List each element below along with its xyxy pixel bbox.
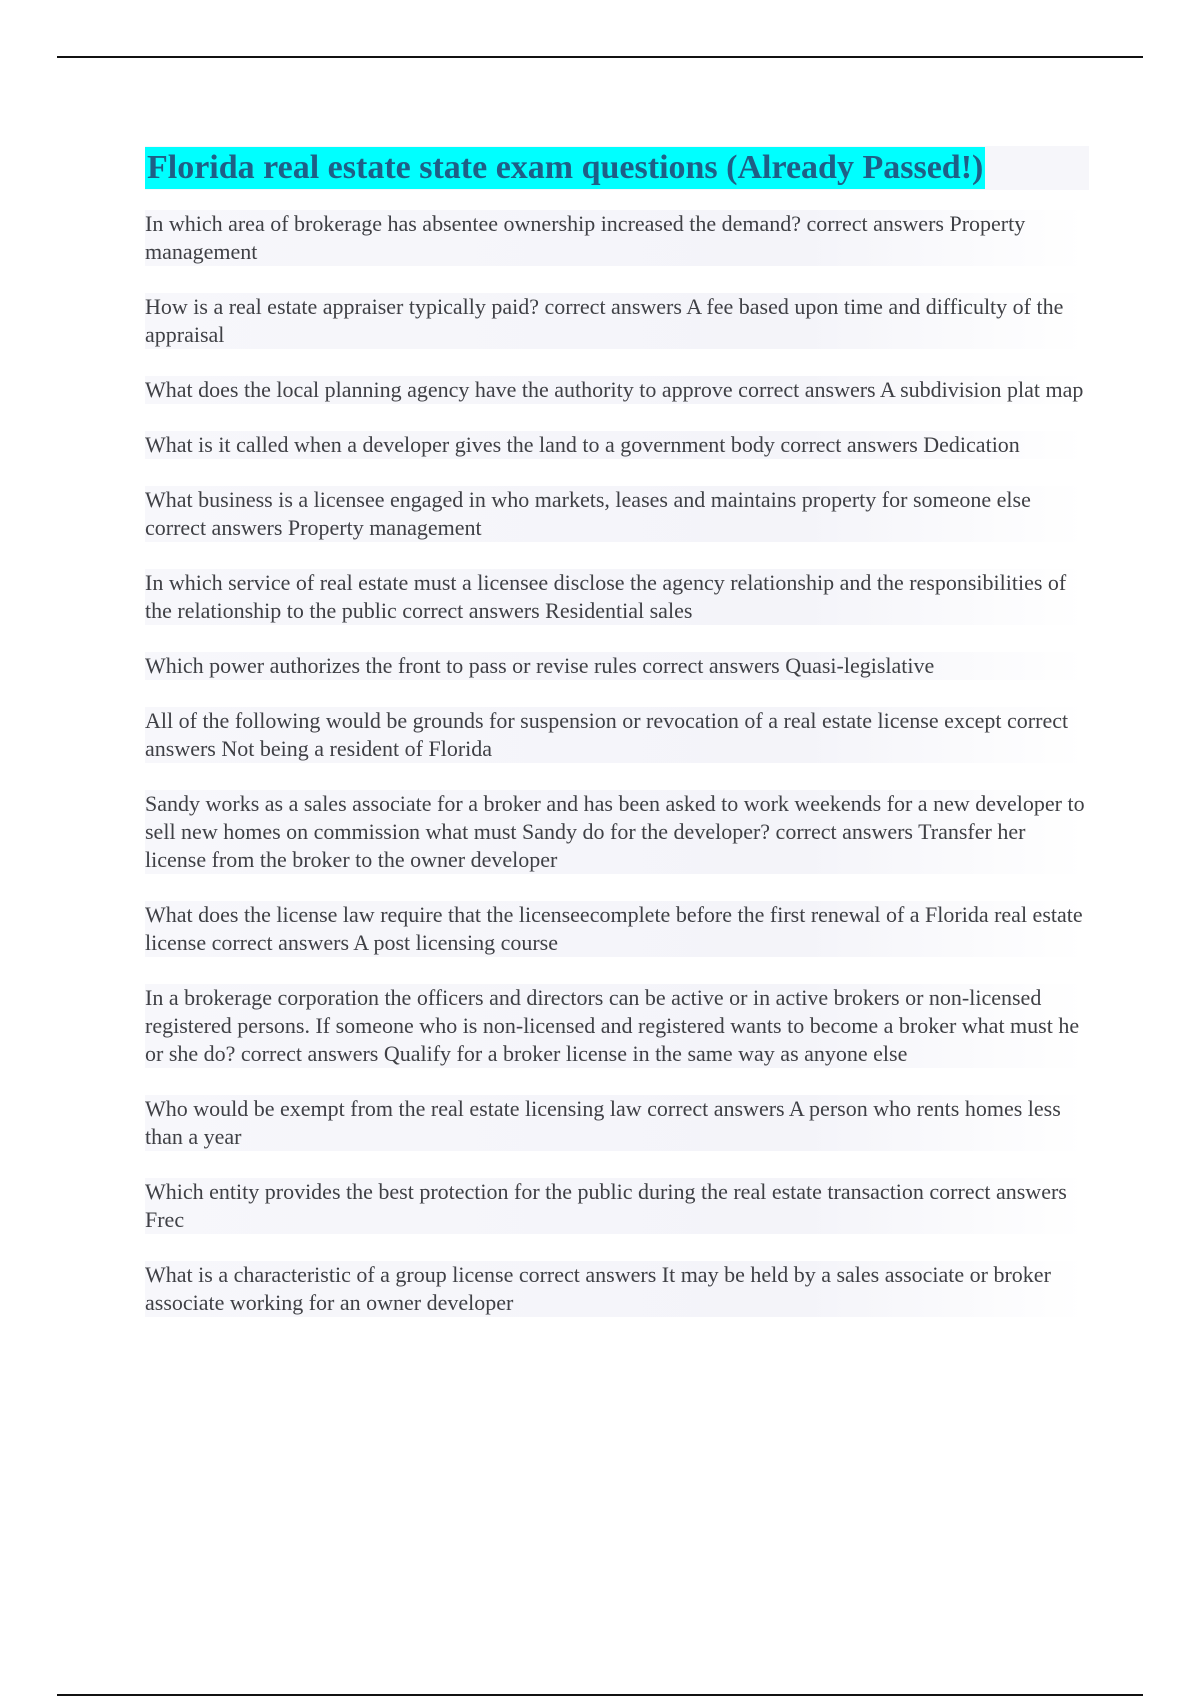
qa-item-13: Which entity provides the best protection for the public during the real estate transaction correct answers Frec	[145, 1178, 1085, 1234]
qa-item-8: All of the following would be grounds for suspension or revocation of a real estate license except correct answers Not being a resident of Florida	[145, 707, 1085, 763]
qa-item-7: Which power authorizes the front to pass or revise rules correct answers Quasi-legislative	[145, 652, 1085, 680]
qa-item-9: Sandy works as a sales associate for a broker and has been asked to work weekends for a new developer to sell new homes on commission what must Sandy do for the developer? correct answers Transfer her license from the broker to the owner developer	[145, 791, 1085, 872]
qa-item-3: What does the local planning agency have the authority to approve correct answers A subdivision plat map	[145, 377, 1084, 402]
qa-item-1: In which area of brokerage has absentee ownership increased the demand? correct answers Property management	[145, 210, 1085, 266]
title-bar	[145, 146, 1089, 190]
bottom-divider	[57, 1694, 1143, 1696]
qa-item-4: What is it called when a developer gives the land to a government body correct answers Dedication	[145, 431, 1085, 459]
qa-item-12: Who would be exempt from the real estate licensing law correct answers A person who rents homes less than a year	[145, 1095, 1085, 1151]
qa-item-2: How is a real estate appraiser typically paid? correct answers A fee based upon time and difficulty of the appraisal	[145, 293, 1085, 349]
qa-item-11: In a brokerage corporation the officers and directors can be active or in active brokers or non-licensed registered persons. If someone who is non-licensed and registered wants to become a broker what must he or she do? correct answers Qualify for a broker license in the same way as anyone else	[145, 984, 1085, 1068]
qa-item-14: What is a characteristic of a group license correct answers It may be held by a sales associate or broker associate working for an owner developer	[145, 1261, 1085, 1317]
top-divider	[57, 56, 1143, 58]
qa-item-10: What does the license law require that the licenseecomplete before the first renewal of a Florida real estate license correct answers A post licensing course	[145, 901, 1085, 957]
qa-item-5: What business is a licensee engaged in who markets, leases and maintains property for someone else correct answers Property management	[145, 486, 1085, 542]
document-body	[145, 146, 1090, 1344]
page-title: Florida real estate state exam questions (Already Passed!)	[145, 147, 985, 189]
qa-item-6: In which service of real estate must a licensee disclose the agency relationship and the responsibilities of the relationship to the public correct answers Residential sales	[145, 569, 1085, 625]
